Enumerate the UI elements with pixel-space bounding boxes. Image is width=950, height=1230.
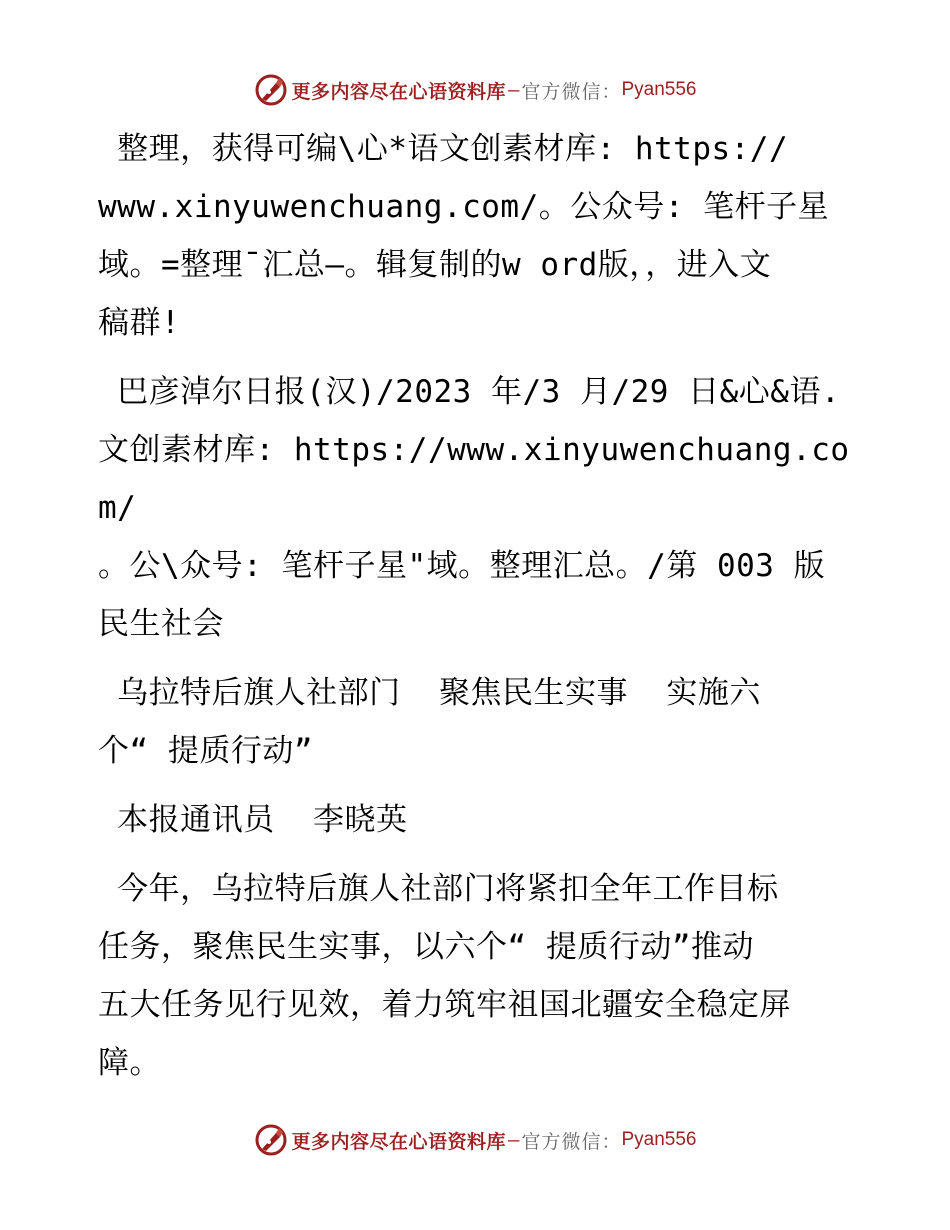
article-byline: 本报通讯员 李晓英: [98, 802, 408, 838]
pen-logo-icon: [254, 1123, 288, 1157]
banner-title: 更多内容尽在心语资料库: [291, 1130, 507, 1153]
pen-logo-icon: [254, 73, 288, 107]
document-body: [98, 120, 850, 1103]
banner-dash: —: [508, 1129, 520, 1151]
footer-banner: [0, 1120, 950, 1160]
banner-title: 更多内容尽在心语资料库: [291, 80, 507, 103]
publication-info-paragraph: 巴彦淖尔日报(汉)/2023 年/3 月/29 日&心&语. 文创素材库: https://www.xinyuwenchuang.com/ 。公\众号: 笔杆子星"域。整理汇总。/第 003 版 民生社会: [98, 374, 850, 642]
header-banner: [0, 70, 950, 110]
source-note-paragraph: 整理，获得可编\心*语文创素材库: https:// www.xinyuwenchuang.com/。公众号: 笔杆子星 域。=整理¯汇总—。辑复制的w ord版，，进入文 稿群!: [98, 131, 830, 341]
banner-wechat-id: Pyan556: [621, 1129, 697, 1150]
article-headline: 乌拉特后旗人社部门 聚焦民生实事 实施六 个“ 提质行动”: [98, 675, 761, 769]
banner-wechat-id: Pyan556: [621, 79, 697, 100]
banner-dash: —: [508, 79, 520, 101]
banner-wechat-label: 官方微信：: [521, 1130, 622, 1153]
banner-wechat-label: 官方微信：: [521, 80, 622, 103]
article-body-paragraph: 今年，乌拉特后旗人社部门将紧扣全年工作目标 任务，聚焦民生实事，以六个“ 提质行动”推动 五大任务见行见效，着力筑牢祖国北疆安全稳定屏 障。: [98, 871, 791, 1081]
